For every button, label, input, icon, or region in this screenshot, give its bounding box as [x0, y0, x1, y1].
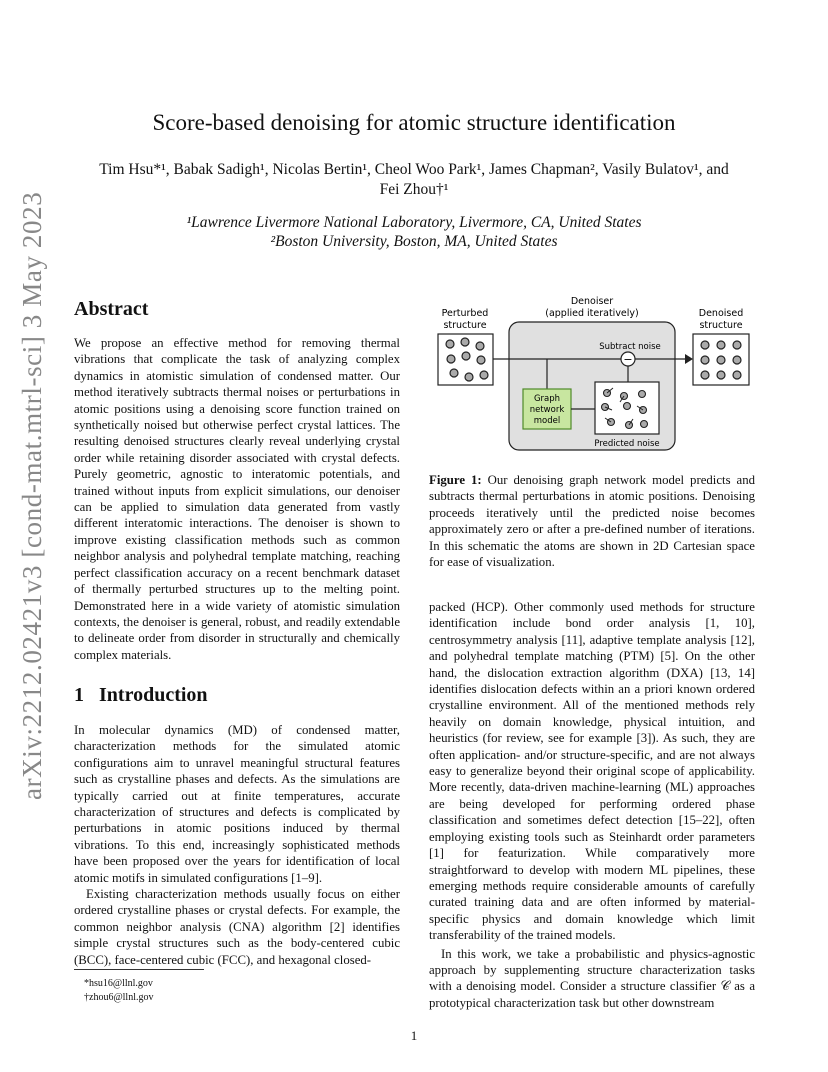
atom — [701, 356, 709, 364]
atom — [462, 352, 470, 360]
atom — [717, 356, 725, 364]
abstract-text: We propose an effective method for removing thermal vibrations that complicate the task of analyzing complex dynamics in atomistic simulation of condensed matter. Our method iteratively subtracts thermal noises or perturbations in atomic positions using a denoising score function trained on synthetically noised but otherwise perfect crystal lattices. The resulting denoised structures clearly reveal underlying crystal order while retaining disorder associated with crystal defects. Purely geometric, agnostic to interatomic potentials, and trained without inputs from explicit simulations, our denoiser can be applied to simulation data generated from vastly different interatomic interactions. The denoiser is shown to improve existing classification methods such as common neighbor analysis and polyhedral template matching, reaching perfect classification accuracy on a recent benchmark dataset of thermally perturbed structures up to the melting point. Demonstrated here in a wide variety of atomistic simulation contexts, the denoiser is general, robust, and readily extendable to delineate order from disorder in structurally and chemically complex materials. — [74, 336, 400, 662]
graph-label-3: model — [533, 416, 561, 426]
footnote-2: †zhou6@llnl.gov — [84, 992, 154, 1003]
atom — [465, 373, 473, 381]
atom — [733, 371, 741, 379]
atom — [450, 369, 458, 377]
atom — [480, 371, 488, 379]
denoiser-label: Denoiser — [570, 296, 614, 307]
paper-title: Score-based denoising for atomic structure identification — [152, 110, 676, 135]
atom — [447, 355, 455, 363]
graph-label-1: Graph — [533, 394, 561, 404]
graph-label-2: network — [529, 405, 565, 415]
section-heading-introduction — [74, 684, 208, 707]
page-number: 1 — [410, 1028, 418, 1043]
footnote-1: *hsu16@llnl.gov — [84, 978, 153, 989]
arrow-head — [685, 354, 693, 364]
right-paragraph-2: In this work, we take a probabilistic and physics-agnostic approach by supplementing structure characterization tasks with a denoising model. Consider a structure classifier 𝒞 as a prototypical characterization task but other downstream — [429, 946, 755, 1010]
atom — [477, 356, 485, 364]
affiliation-1: ¹Lawrence Livermore National Laboratory, Livermore, CA, United States — [186, 214, 642, 231]
denoiser-sublabel: (applied iteratively) — [545, 308, 639, 319]
atom — [733, 341, 741, 349]
author-line-1: Tim Hsu*¹, Babak Sadigh¹, Nicolas Bertin¹, Cheol Woo Park¹, James Chapman², Vasily Bulatov¹, and — [99, 161, 729, 178]
perturbed-sublabel: structure — [443, 320, 487, 331]
figure-1-caption — [429, 472, 755, 570]
atom — [701, 371, 709, 379]
atom — [639, 391, 646, 398]
perturbed-label: Perturbed — [441, 308, 489, 319]
intro-paragraph-1: In molecular dynamics (MD) of condensed matter, characterization methods for the simulated atomic configurations aim to unravel meaningful structural features such as crystalline phases and defects. As the simulations are typically carried out at finite temperatures, accurate characterization of structures and defects is complicated by perturbations in atomic positions induced by thermal vibrations. To this end, increasingly sophisticated methods have been proposed over the years for identification of local atomic motifs in simulated configurations [1–9]. — [74, 723, 400, 885]
author-line-2: Fei Zhou†¹ — [379, 181, 449, 198]
section-number: 1 — [74, 684, 84, 706]
atom — [701, 341, 709, 349]
author-list — [78, 160, 750, 200]
arxiv-identifier: arXiv:2212.02421v3 [cond-mat.mtrl-sci] 3 May 2023 — [17, 191, 47, 800]
denoised-label: Denoised — [698, 308, 744, 319]
intro-paragraph-2: Existing characterization methods usually focus on either ordered crystalline phases or crystal defects. For example, the common neighbor analysis (CNA) algorithm [2] identifies simple crystal structures such as the body-centered cubic (BCC), face-centered cubic (FCC), and hexagonal closed- — [74, 887, 400, 967]
abstract-heading: Abstract — [74, 298, 149, 320]
caption-label: Figure 1: — [429, 473, 482, 487]
predicted-noise-label: Predicted noise — [594, 439, 660, 449]
atom — [641, 421, 648, 428]
atom — [446, 340, 454, 348]
atom — [624, 403, 631, 410]
atom — [717, 371, 725, 379]
subtract-noise-label: Subtract noise — [599, 342, 661, 352]
denoised-sublabel: structure — [699, 320, 743, 331]
atom — [476, 342, 484, 350]
figure-1 — [437, 294, 753, 454]
footnote-rule — [74, 969, 204, 970]
affiliation-2: ²Boston University, Boston, MA, United States — [270, 233, 558, 250]
caption-text: Our denoising graph network model predicts and subtracts thermal perturbations in atomic positions. Denoising proceeds iteratively until the predicted noise becomes approximately zero or after a pre-defined number of iterations. In this schematic the atoms are shown in 2D Cartesian space for ease of visualization. — [429, 473, 755, 570]
atom — [717, 341, 725, 349]
denoised-atoms — [701, 341, 741, 379]
minus-sign: − — [623, 353, 633, 366]
intro-text — [74, 722, 400, 968]
right-paragraph-1: packed (HCP). Other commonly used methods for structure identification include bond order analysis [1, 10], centrosymmetry analysis [11], adaptive template analysis [12], and polyhedral template matching (PTM) [5]. On the other hand, the dislocation extraction algorithm (DXA) [13, 14] identifies dislocation defects within an a priori known ordered crystalline environment. All of the mentioned methods rely heavily on domain knowledge, physical intuition, and heuristics (for review, see for example [3]). As such, they are often application- and/or structure-specific, and are not always easy to generalize beyond their original scope of applicability. More recently, data-driven machine-learning (ML) approaches are being developed for performing ordered phase classification and sometimes defect detection [15–22], often employing existing tools such as Steinhardt order parameters [1] for featurization. While comparatively more straightforward to develop with modern ML pipelines, these emerging methods require considerable amounts of carefully curated training data and are often informed by material-specific physics and domain knowledge which limit transferability of the trained models. — [429, 600, 755, 943]
atom — [461, 338, 469, 346]
denoising-schematic — [437, 294, 753, 454]
section-title: Introduction — [99, 684, 208, 706]
atom — [733, 356, 741, 364]
perturbed-atoms — [446, 338, 488, 381]
right-column-text — [429, 599, 755, 1011]
